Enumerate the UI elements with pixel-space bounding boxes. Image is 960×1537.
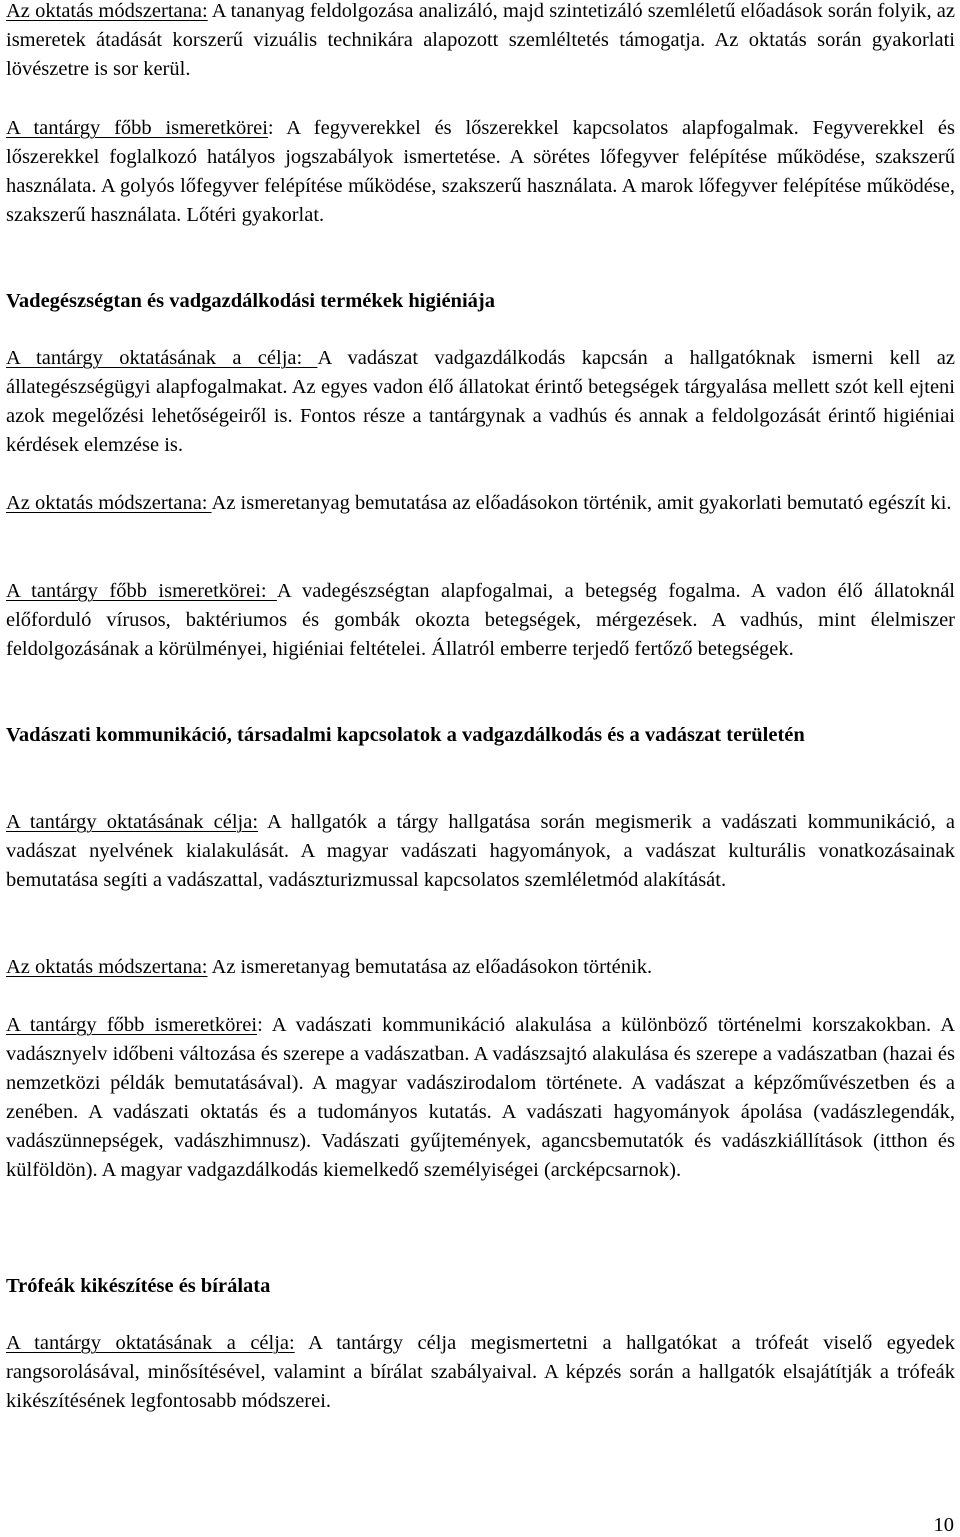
section3-topics-paragraph: [6, 1011, 955, 1185]
section1-topics-text: : A fegyverekkel és lőszerekkel kapcsolatos alapfogalmak. Fegyverekkel és lőszerekkel foglalkozó hatályos jogszabályok ismertetése. A sörétes lőfegyver felépítése működése, szakszerű használata. A golyós lőfegyver felépítése működése, szakszerű használata. A marok lőfegyver felépítése működése, szakszerű használata. Lőtéri gyakorlat.: [6, 117, 955, 226]
section1-method-paragraph: [6, 0, 955, 84]
section3-goal-label: A tantárgy oktatásának célja:: [6, 811, 259, 833]
section3-title: Vadászati kommunikáció, társadalmi kapcsolatok a vadgazdálkodás és a vadászat területén: [6, 724, 805, 746]
section3-method-text: Az ismeretanyag bemutatása az előadásokon történik.: [207, 956, 653, 978]
section2-goal-text: A vadászat vadgazdálkodás kapcsán a hallgatóknak ismerni kell az állategészségügyi alapfogalmakat. Az egyes vadon élő állatokat érintő betegségek tárgyalása mellett szót kell ejteni azok megelőzési lehetőségeiről is. Fontos része a tantárgynak a vadhús és annak a feldolgozását érintő higiéniai kérdések elemzése is.: [6, 347, 955, 456]
section3-topics-label: A tantárgy főbb ismeretkörei: [6, 1014, 258, 1036]
section1-topics-label: A tantárgy főbb ismeretkörei: [6, 117, 268, 139]
section1-topics-paragraph: [6, 114, 955, 230]
section1-method-label: Az oktatás módszertana:: [6, 0, 208, 22]
section4-title: Trófeák kikészítése és bírálata: [6, 1275, 271, 1297]
section1-method-text: A tananyag feldolgozása analizáló, majd szintetizáló szemléletű előadások során folyik, az ismeretek átadását korszerű vizuális technikára alapozott szemléltetés támogatja. Az oktatás során gyakorlati lövészetre is sor kerül.: [6, 0, 955, 80]
section2-title: Vadegészségtan és vadgazdálkodási termékek higiéniája: [6, 290, 495, 312]
section4-goal-text: A tantárgy célja megismertetni a hallgatókat a trófeát viselő egyedek rangsorolásával, minősítésével, valamint a bírálat szabályaival. A képzés során a hallgatók elsajátítják a trófeák kikészítésének legfontosabb módszerei.: [6, 1332, 955, 1412]
page-number: 10: [933, 1514, 954, 1536]
section2-method-paragraph: [6, 489, 955, 518]
section3-method-label: Az oktatás módszertana:: [6, 956, 208, 978]
section2-topics-text: A vadegészségtan alapfogalmai, a betegség fogalma. A vadon élő állatoknál előforduló vírusos, baktériumos és gombák okozta betegségek, mérgezések. A vadhús, mint élelmiszer feldolgozásának a körülményei, higiéniai feltételei. Állatról emberre terjedő fertőző betegségek.: [6, 580, 955, 660]
section3-topics-text: : A vadászati kommunikáció alakulása a különböző történelmi korszakokban. A vadásznyelv időbeni változása és szerepe a vadászatban. A vadászsajtó alakulása és szerepe a vadászatban (hazai és nemzetközi példák bemutatásával). A magyar vadászirodalom története. A vadászat a képzőművészetben és a zenében. A vadászati oktatás és a tudományos kutatás. A vadászati hagyományok ápolása (vadászlegendák, vadászünnepségek, vadászhimnusz). Vadászati gyűjtemények, agancsbemutatók és vadászkiállítások (itthon és külföldön). A magyar vadgazdálkodás kiemelkedő személyiségei (arcképcsarnok).: [6, 1014, 955, 1181]
section3-goal-paragraph: [6, 808, 955, 895]
section2-method-label: Az oktatás módszertana:: [6, 492, 212, 514]
section2-topics-label: A tantárgy főbb ismeretkörei:: [6, 580, 277, 602]
section2-method-text: Az ismeretanyag bemutatása az előadásokon történik, amit gyakorlati bemutató egészít ki.: [211, 492, 952, 514]
section4-goal-paragraph: [6, 1329, 955, 1416]
section2-goal-label: A tantárgy oktatásának a célja:: [6, 347, 318, 369]
section3-goal-text: A hallgatók a tárgy hallgatása során megismerik a vadászati kommunikáció, a vadászat nyelvének kialakulását. A magyar vadászati hagyományok, a vadászat kulturális vonatkozásainak bemutatása segíti a vadászattal, vadászturizmussal kapcsolatos szemléletmód alakítását.: [6, 811, 955, 891]
section2-topics-paragraph: [6, 577, 955, 664]
section4-goal-label: A tantárgy oktatásának a célja:: [6, 1332, 295, 1354]
section2-goal-paragraph: [6, 344, 955, 460]
section3-method-paragraph: [6, 953, 955, 982]
